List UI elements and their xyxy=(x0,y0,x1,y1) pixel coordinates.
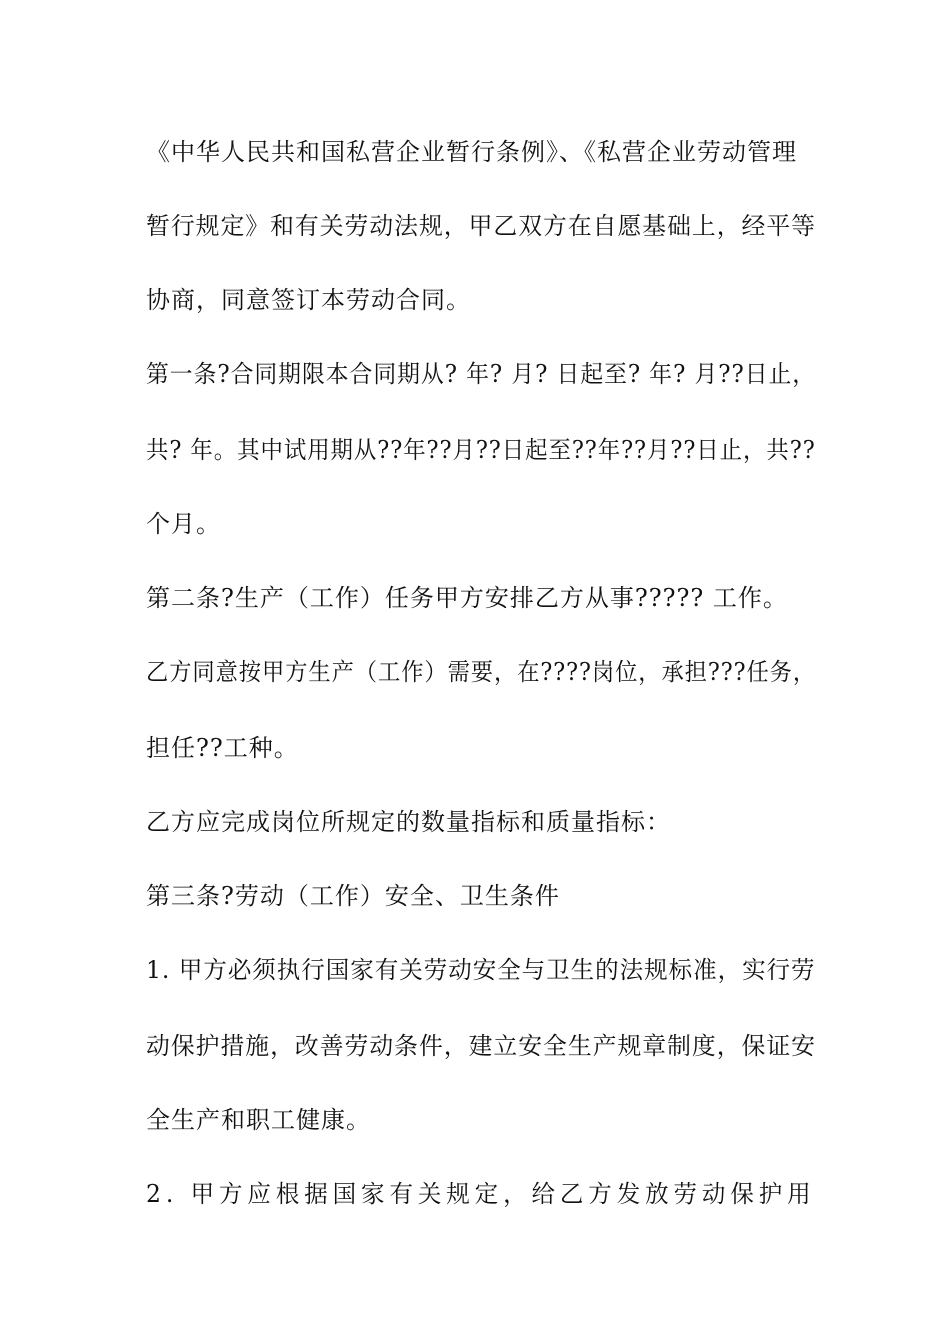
text-line: 共? 年。其中试用期从??年??月??日起至??年??月??日止，共?? xyxy=(146,436,816,464)
text-line: 《中华人民共和国私营企业暂行条例》、《私营企业劳动管理 xyxy=(146,138,797,166)
text-line: 第三条?劳动（工作）安全、卫生条件 xyxy=(146,882,560,910)
text-line: 个月。 xyxy=(146,510,221,538)
text-line: 担任??工种。 xyxy=(146,734,299,762)
text-line: 全生产和职工健康。 xyxy=(146,1106,371,1134)
text-line: 暂行规定》和有关劳动法规，甲乙双方在自愿基础上，经平等 xyxy=(146,212,816,240)
text-line: 第一条?合同期限本合同期从? 年? 月? 日起至? 年? 月??日止， xyxy=(146,360,817,388)
text-line: 协商，同意签订本劳动合同。 xyxy=(146,286,471,314)
text-line: 第二条?生产（工作）任务甲方安排乙方从事????? 工作。 xyxy=(146,584,788,612)
text-line: 2. 甲方应根据国家有关规定，给乙方发放劳动保护用 xyxy=(146,1180,816,1208)
text-line: 乙方应完成岗位所规定的数量指标和质量指标： xyxy=(146,808,671,836)
text-line: 1. 甲方必须执行国家有关劳动安全与卫生的法规标准，实行劳 xyxy=(146,956,816,984)
text-line: 乙方同意按甲方生产（工作）需要，在????岗位，承担???任务， xyxy=(146,658,817,686)
text-line: 动保护措施，改善劳动条件，建立安全生产规章制度，保证安 xyxy=(146,1032,816,1060)
